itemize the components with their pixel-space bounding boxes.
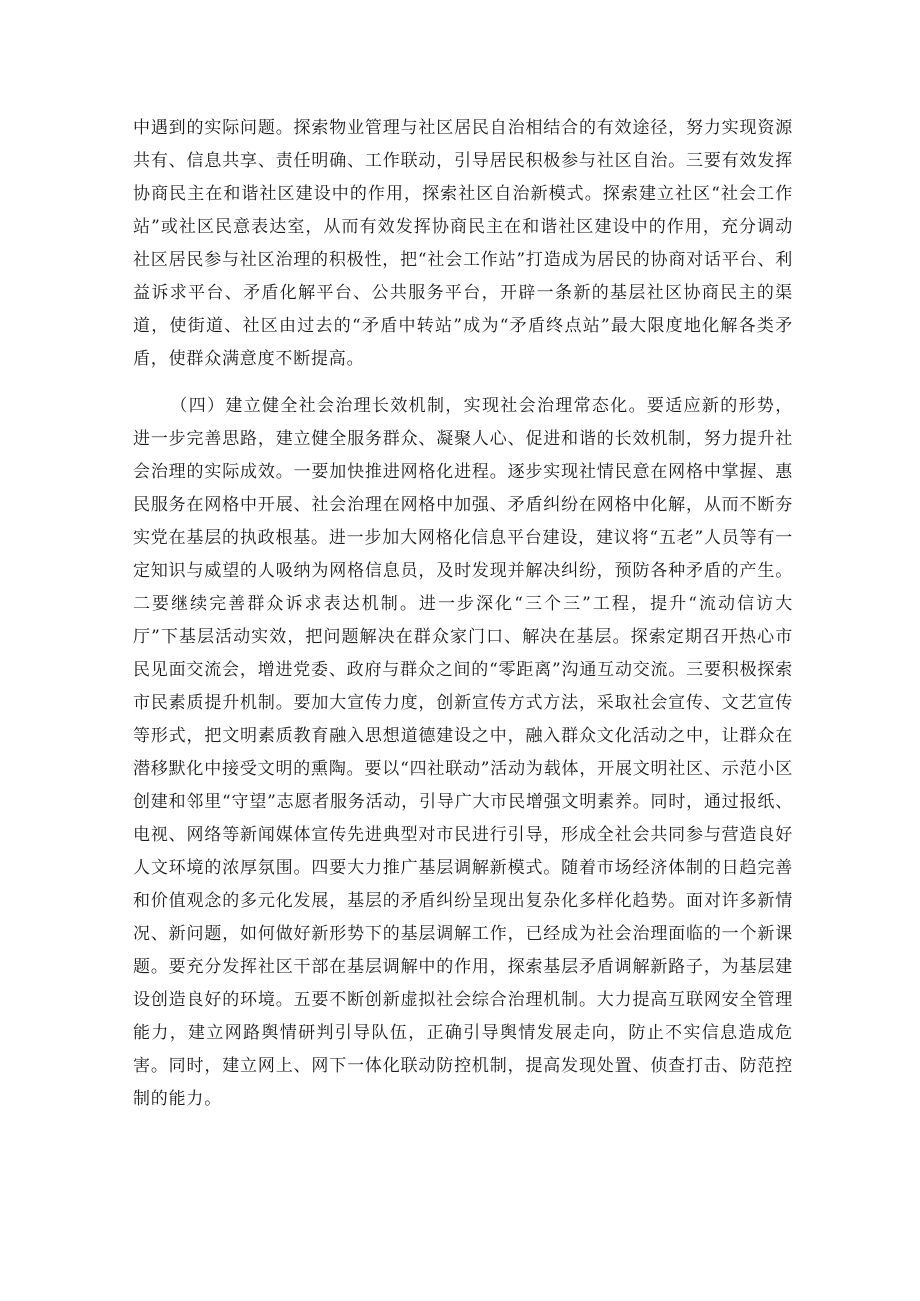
document-page bbox=[133, 112, 793, 1116]
paragraph-section-four: （四）建立健全社会治理长效机制，实现社会治理常态化。要适应新的形势，进一步完善思路，建立健全服务群众、凝聚人心、促进和谐的长效机制，努力提升社会治理的实际成效。一要加快推进网格化进程。逐步实现社情民意在网格中掌握、惠民服务在网格中开展、社会治理在网格中加强、矛盾纠纷在网格中化解，从而不断夯实党在基层的执政根基。进一步加大网格化信息平台建设，建议将“五老”人员等有一定知识与威望的人吸纳为网格信息员，及时发现并解决纠纷，预防各种矛盾的产生。二要继续完善群众诉求表达机制。进一步深化“三个三”工程，提升“流动信访大厅”下基层活动实效，把问题解决在群众家门口、解决在基层。探索定期召开热心市民见面交流会，增进党委、政府与群众之间的“零距离”沟通互动交流。三要积极探索市民素质提升机制。要加大宣传力度，创新宣传方式方法，采取社会宣传、文艺宣传等形式，把文明素质教育融入思想道德建设之中，融入群众文化活动之中，让群众在潜移默化中接受文明的熏陶。要以“四社联动”活动为载体，开展文明社区、示范小区创建和邻里“守望”志愿者服务活动，引导广大市民增强文明素养。同时，通过报纸、电视、网络等新闻媒体宣传先进典型对市民进行引导，形成全社会共同参与营造良好人文环境的浓厚氛围。四要大力推广基层调解新模式。随着市场经济体制的日趋完善和价值观念的多元化发展，基层的矛盾纠纷呈现出复杂化多样化趋势。面对许多新情况、新问题，如何做好新形势下的基层调解工作，已经成为社会治理面临的一个新课题。要充分发挥社区干部在基层调解中的作用，探索基层矛盾调解新路子，为基层建设创造良好的环境。五要不断创新虚拟社会综合治理机制。大力提高互联网安全管理能力，建立网路舆情研判引导队伍，正确引导舆情发展走向，防止不实信息造成危害。同时，建立网上、网下一体化联动防控机制，提高发现处置、侦查打击、防范控制的能力。 bbox=[133, 396, 793, 1109]
paragraph-continuation: 中遇到的实际问题。探索物业管理与社区居民自治相结合的有效途径，努力实现资源共有、信息共享、责任明确、工作联动，引导居民积极参与社区自治。三要有效发挥协商民主在和谐社区建设中的作用，探索社区自治新模式。探索建立社区“社会工作站”或社区民意表达室，从而有效发挥协商民主在和谐社区建设中的作用，充分调动社区居民参与社区治理的积极性，把“社会工作站”打造成为居民的协商对话平台、利益诉求平台、矛盾化解平台、公共服务平台，开辟一条新的基层社区协商民主的渠道，使街道、社区由过去的“矛盾中转站”成为“矛盾终点站”最大限度地化解各类矛盾，使群众满意度不断提高。 bbox=[133, 118, 793, 369]
